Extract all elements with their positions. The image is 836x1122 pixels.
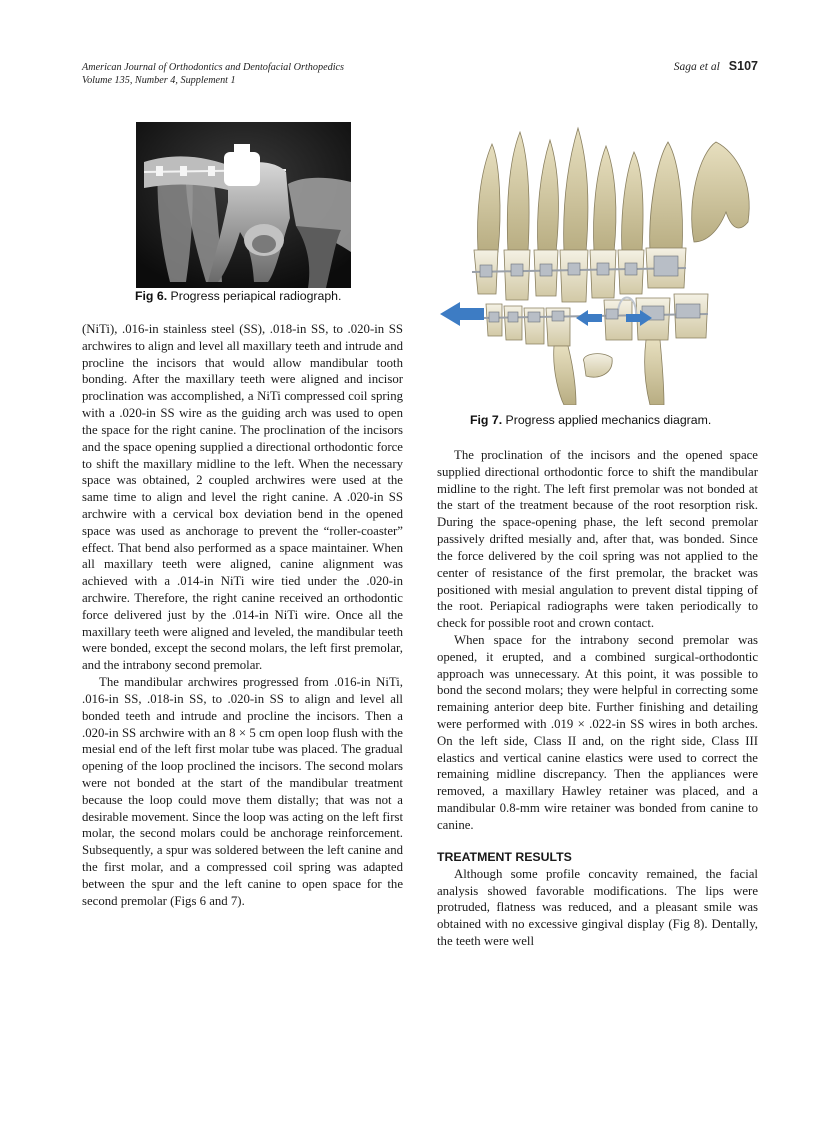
- journal-title: American Journal of Orthodontics and Dentofacial Orthopedics: [82, 62, 345, 73]
- fig6-label: Fig 6.: [135, 289, 168, 303]
- periapical-radiograph-image: [136, 122, 351, 288]
- author-line: Saga et al: [673, 61, 720, 73]
- body-paragraph: Although some profile concavity remained, the facial analysis showed favorable modifications. The lips were protruded, flatness was reduced, and a pleasant smile was obtained with no excessive gingival display (Fig 8). Dentally, the teeth were well: [437, 866, 758, 948]
- right-column: [437, 447, 758, 950]
- running-header-journal: [82, 61, 502, 87]
- left-column: [82, 321, 403, 909]
- applied-mechanics-diagram-image: [436, 122, 758, 405]
- body-paragraph: (NiTi), .016-in stainless steel (SS), .018-in SS, to .020-in SS archwires to align and level all maxillary teeth and intrude and procline the incisors that would allow mandibular tooth bonding. After the maxillary teeth were aligned and incisor proclination was accomplished, a NiTi compressed coil spring with a .020-in SS wire as the guiding arch was used to open the space for the right canine. The proclination of the incisors and the space opening supplied a directional orthodontic force to shift the maxillary midline to the left. When the necessary space was obtained, 2 coupled archwires were used at the same time to align and level the right canine. A .020-in SS archwire with a cervical box deviation bend in the opened space was used as anchorage to prevent the “roller-coaster” effect. That bend also performed as a space maintainer. When all maxillary teeth were aligned, canine alignment was achieved with a .014-in NiTi wire tied under the .020-in archwire. Therefore, the right canine received an orthodontic force delivered just by the .014-in NiTi wire. Once all the maxillary teeth were aligned and leveled, the mandibular teeth were bonded, except the second molars, the left first premolar, and the intrabony second premolar.: [82, 322, 403, 673]
- fig6-caption-text: Progress periapical radiograph.: [170, 289, 342, 303]
- page-number: S107: [728, 59, 758, 73]
- running-header-right: [674, 59, 758, 73]
- fig6-caption: [135, 289, 341, 303]
- fig7-caption-text: Progress applied mechanics diagram.: [505, 413, 712, 427]
- fig7-caption: [470, 413, 711, 427]
- body-paragraph: When space for the intrabony second premolar was opened, it erupted, and a combined surgical-orthodontic approach was unnecessary. At this point, it was possible to bond the second molars; they were helpful in correcting some remaining anterior deep bite. Further finishing and detailing were performed with .019 × .022-in SS wires in both arches. On the left side, Class II and, on the right side, Class III elastics and vertical canine elastics were used to correct the remaining midline discrepancy. Then the appliances were removed, a maxillary Hawley retainer was placed, and a mandibular 0.8-mm wire retainer was bonded from canine to canine.: [437, 632, 758, 832]
- body-paragraph: The proclination of the incisors and the opened space supplied directional orthodontic force to shift the mandibular midline to the right. The left first premolar was not bonded at the start of the treatment because of the root resorption risk. During the space-opening phase, the left second premolar passively drifted mesially and, after that, was bonded. Since the force delivered by the coil spring was not applied to the center of resistance of the first premolar, the bracket was positioned with mesial angulation to prevent distal tipping of the root. Periapical radiographs were taken periodically to check for possible root and crown contact.: [437, 448, 758, 631]
- section-heading-treatment-results: TREATMENT RESULTS: [437, 849, 572, 864]
- fig7-label: Fig 7.: [470, 413, 503, 427]
- journal-volume: Volume 135, Number 4, Supplement 1: [82, 75, 236, 86]
- body-paragraph: The mandibular archwires progressed from .016-in NiTi, .016-in SS, .018-in SS, to .020-in SS to align and level all bonded teeth and intrude and procline the incisors. Then a .020-in SS archwire with an 8 × 5 cm open loop flush with the mesial end of the left first molar tube was placed. The gradual opening of the loop proclined the incisors. The second molars were not bonded at the start of the mandibular treatment because the loop could move them distally; that was not a desirable movement. Since the loop was acting on the left first molar, the second molars could be anchorage reinforcement. Subsequently, a spur was soldered between the left canine and the first molar, and a compressed coil spring was adapted between the spur and the left canine to open space for the second premolar (Figs 6 and 7).: [82, 675, 403, 908]
